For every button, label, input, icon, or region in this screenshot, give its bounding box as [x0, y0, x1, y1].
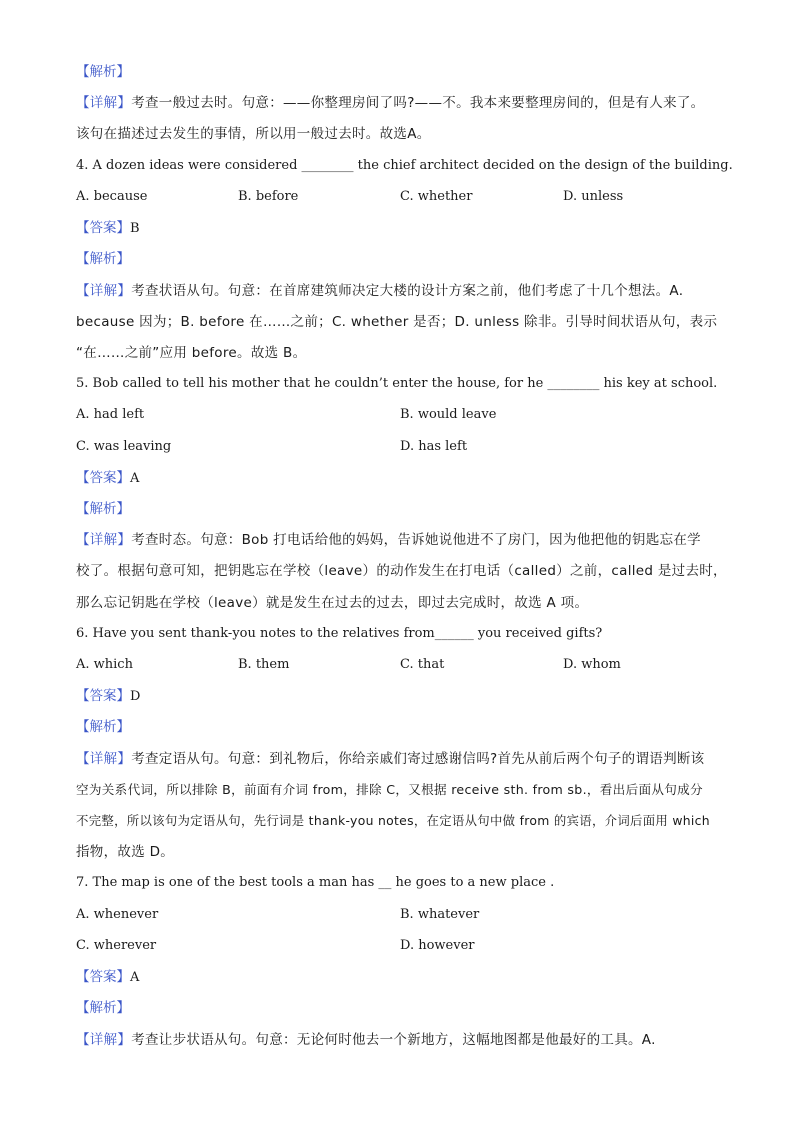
- q5-option-b: B. would leave: [400, 407, 497, 422]
- q4-option-a: A. because: [76, 189, 148, 204]
- q6-option-c: C. that: [400, 657, 445, 672]
- detail-text: 考查状语从句。句意：在首席建筑师决定大楼的设计方案之前，他们考虑了十几个想法。A.: [131, 283, 684, 299]
- q6-answer: [76, 687, 736, 706]
- question-4-stem: 4. A dozen ideas were considered ________ the chief architect decided on the design of the building.: [76, 158, 733, 173]
- q6-option-a: A. which: [76, 657, 133, 672]
- detail-text: 考查让步状语从句。句意：无论何时他去一个新地方，这幅地图都是他最好的工具。A.: [131, 1032, 656, 1048]
- detail-text: 考查时态。句意：Bob 打电话给他的妈妈，告诉她说他进不了房门，因为他把他的钥匙忘在学: [131, 532, 701, 548]
- q4-detail-line-2: because 因为；B. before 在……之前；C. whether 是否；D. unless 除非。引导时间状语从句，表示: [76, 314, 718, 330]
- q5-detail-line-1: [76, 531, 736, 549]
- q7-answer: [76, 968, 736, 987]
- q6-detail-line-2: 空为关系代词，所以排除 B，前面有介词 from，排除 C，又根据 receive sth. from sb.，看出后面从句成分: [76, 782, 703, 797]
- detail-line: [76, 94, 736, 112]
- question-7-stem: 7. The map is one of the best tools a man has __ he goes to a new place .: [76, 875, 555, 890]
- q4-option-d: D. unless: [563, 189, 624, 204]
- answer-label: 【答案】: [76, 688, 130, 704]
- q5-option-c: C. was leaving: [76, 439, 172, 454]
- answer-value: A: [130, 970, 140, 985]
- answer-value: A: [130, 471, 140, 486]
- q6-option-b: B. them: [238, 657, 290, 672]
- question-5-stem: 5. Bob called to tell his mother that he couldn’t enter the house, for he ________ his key at school.: [76, 376, 718, 391]
- q6-detail-line-1: [76, 750, 736, 768]
- analysis-label: 【解析】: [76, 64, 130, 80]
- q7-analysis-label: 【解析】: [76, 1000, 130, 1016]
- q4-detail-line-1: [76, 282, 736, 300]
- answer-value: D: [130, 689, 141, 704]
- detail-text: 考查定语从句。句意：到礼物后，你给亲戚们寄过感谢信吗?首先从前后两个句子的谓语判断该: [131, 751, 705, 767]
- detail-label: 【详解】: [76, 1032, 132, 1048]
- q7-option-a: A. whenever: [76, 907, 159, 922]
- q6-option-d: D. whom: [563, 657, 621, 672]
- q7-option-c: C. wherever: [76, 938, 157, 953]
- q6-detail-line-4: 指物，故选 D。: [76, 844, 175, 860]
- answer-label: 【答案】: [76, 470, 130, 486]
- q4-analysis-label: 【解析】: [76, 251, 130, 267]
- detail-label: 【详解】: [76, 95, 132, 111]
- detail-text: 考查一般过去时。句意：——你整理房间了吗?——不。我本来要整理房间的，但是有人来了。: [131, 95, 705, 111]
- q5-analysis-label: 【解析】: [76, 501, 130, 517]
- q4-option-b: B. before: [238, 189, 299, 204]
- answer-label: 【答案】: [76, 969, 130, 985]
- detail-text-cont: 该句在描述过去发生的事情，所以用一般过去时。故选A。: [76, 126, 431, 142]
- q5-detail-line-2: 校了。根据句意可知，把钥匙忘在学校（leave）的动作发生在打电话（called）之前，called 是过去时，: [76, 563, 727, 579]
- q4-answer: [76, 219, 736, 238]
- q5-option-d: D. has left: [400, 439, 468, 454]
- q7-detail-line-1: [76, 1031, 736, 1049]
- answer-label: 【答案】: [76, 220, 130, 236]
- q7-option-d: D. however: [400, 938, 475, 953]
- q7-option-b: B. whatever: [400, 907, 480, 922]
- detail-label: 【详解】: [76, 532, 132, 548]
- detail-label: 【详解】: [76, 751, 132, 767]
- q5-answer: [76, 469, 736, 488]
- q6-detail-line-3: 不完整，所以该句为定语从句，先行词是 thank-you notes，在定语从句中做 from 的宾语，介词后面用 which: [76, 813, 710, 828]
- detail-label: 【详解】: [76, 283, 132, 299]
- answer-value: B: [130, 221, 140, 236]
- q5-option-a: A. had left: [76, 407, 145, 422]
- question-6-stem: 6. Have you sent thank-you notes to the relatives from______ you received gifts?: [76, 626, 603, 641]
- q6-analysis-label: 【解析】: [76, 719, 130, 735]
- q5-detail-line-3: 那么忘记钥匙在学校（leave）就是发生在过去的过去，即过去完成时，故选 A 项。: [76, 595, 589, 611]
- q4-detail-line-3: “在……之前”应用 before。故选 B。: [76, 345, 307, 361]
- q4-option-c: C. whether: [400, 189, 473, 204]
